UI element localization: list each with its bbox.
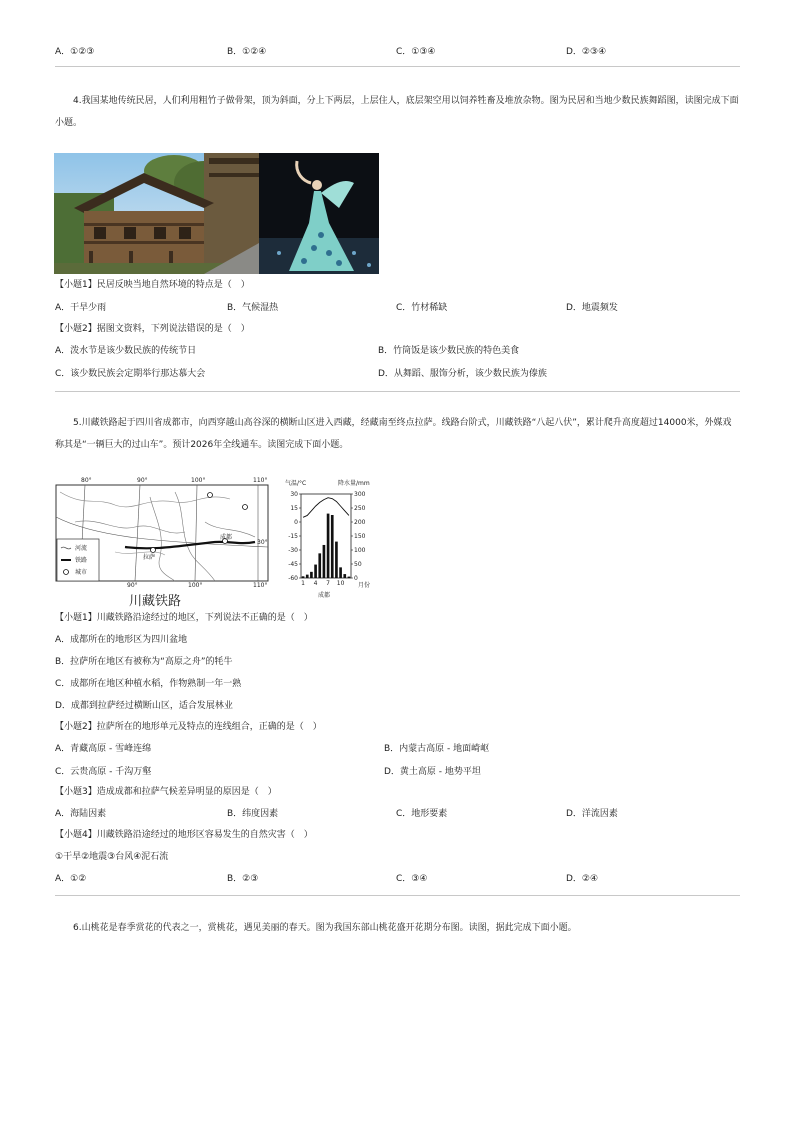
q5-sub1-option-a: A．成都所在的地形区为四川盆地 — [55, 635, 188, 645]
map-caption: 川藏铁路 — [129, 594, 182, 609]
y1-tick-label: 0 — [294, 519, 298, 526]
q5-sub2-stem: 【小题2】拉萨所在的地形单元及特点的连线组合，正确的是（ ） — [55, 722, 322, 732]
q5-sub2-option-b: B．内蒙古高原 - 地面崎岖 — [384, 744, 490, 754]
divider — [55, 391, 740, 392]
q5-sub2-option-d: D．黄土高原 - 地势平坦 — [384, 767, 481, 777]
q5-sub1-option-b: B．拉萨所在地区有被称为“高原之舟”的牦牛 — [55, 657, 233, 667]
lat-label-30: 30° — [257, 539, 268, 546]
peacock-dance-photo — [259, 153, 379, 274]
precip-bar — [314, 565, 317, 578]
x-tick-label: 4 — [313, 580, 318, 587]
lon-label-80: 80° — [81, 477, 92, 484]
y1-tick-label: -30 — [288, 547, 298, 554]
precip-bar — [302, 576, 305, 578]
q4-sub1-option-b: B．气候湿热 — [227, 303, 279, 313]
stilt-house-photo — [54, 153, 259, 274]
q5-sub3-option-d: D．洋流因素 — [566, 809, 618, 819]
plot-frame — [301, 494, 351, 578]
q5-sub1-option-d: D．成都到拉萨经过横断山区，适合发展林业 — [55, 701, 233, 711]
q5-sub4-stem: 【小题4】川藏铁路沿途经过的地形区容易发生的自然灾害（ ） — [55, 830, 313, 840]
q5-sub4-option-d: D．②④ — [566, 874, 599, 884]
q5-sub3-stem: 【小题3】造成成都和拉萨气候差异明显的原因是（ ） — [55, 787, 277, 797]
q5-sub2-option-c: C．云贵高原 - 千沟万壑 — [55, 767, 152, 777]
lon-label-90: 90° — [137, 477, 148, 484]
precip-bar — [327, 514, 330, 578]
chengdu-climate-chart — [275, 478, 390, 606]
lon-label-90-bottom: 90° — [127, 582, 138, 589]
precip-bar — [343, 574, 346, 578]
y2-axis-label: 降水量/mm — [338, 480, 370, 487]
legend-railway-label: 铁路 — [75, 557, 88, 564]
lon-label-110: 110° — [253, 477, 268, 484]
y2-tick-label: 100 — [354, 547, 366, 554]
q3-option-a: A．①②③ — [55, 47, 95, 57]
q4-stem: 4.我国某地传统民居，人们利用粗竹子做骨架，顶为斜面，分上下两层，上层住人，底层架空用以饲养牲畜及堆放杂物。图为民居和当地少数民族舞蹈图，读图完成下面小题。 — [55, 96, 739, 128]
q4-sub2-option-d: D．从舞蹈、服饰分析，该少数民族为傣族 — [378, 369, 547, 379]
precip-bar — [335, 542, 338, 578]
q4-sub2-option-c: C．该少数民族会定期举行那达慕大会 — [55, 369, 206, 379]
y2-tick-label: 300 — [354, 491, 366, 498]
y2-tick-label: 50 — [354, 561, 362, 568]
x-tick-label: 10 — [336, 580, 345, 587]
y2-tick-label: 150 — [354, 533, 366, 540]
precip-bar — [348, 577, 351, 578]
q4-sub2-option-a: A．泼水节是该少数民族的传统节日 — [55, 346, 197, 356]
q4-sub2-option-b: B．竹筒饭是该少数民族的特色美食 — [378, 346, 520, 356]
precip-bar — [339, 567, 342, 578]
precip-bar — [318, 553, 321, 578]
q6-stem: 6.山桃花是春季赏花的代表之一，赏桃花，遇见美丽的春天。图为我国东部山桃花盛开花期分布图。读图，据此完成下面小题。 — [73, 923, 577, 933]
q3-option-b: B．①②④ — [227, 47, 267, 57]
y2-tick-label: 0 — [354, 575, 358, 582]
y1-tick-label: -60 — [288, 575, 298, 582]
x-tick-label: 7 — [326, 580, 330, 587]
y1-tick-label: -45 — [288, 561, 298, 568]
q3-option-d: D．②③④ — [566, 47, 607, 57]
legend-city-label: 城市 — [75, 569, 88, 576]
precip-bar — [331, 515, 334, 578]
q3-option-c: C．①③④ — [396, 47, 436, 57]
lon-label-100: 100° — [191, 477, 206, 484]
temperature-line — [303, 498, 349, 518]
lon-label-100-bottom: 100° — [188, 582, 203, 589]
sichuan-tibet-railway-map — [55, 477, 270, 607]
y1-tick-label: -15 — [288, 533, 298, 540]
q5-sub4-option-b: B．②③ — [227, 874, 259, 884]
chart-city-label: 成都 — [318, 592, 331, 599]
y2-tick-label: 250 — [354, 505, 366, 512]
q4-sub1-stem: 【小题1】民居反映当地自然环境的特点是（ ） — [55, 280, 250, 290]
x-axis-label: 月份 — [358, 582, 371, 589]
q5-sub4-option-a: A．①② — [55, 874, 87, 884]
y1-tick-label: 15 — [290, 505, 298, 512]
q4-sub1-option-d: D．地震频发 — [566, 303, 618, 313]
x-tick-label: 1 — [301, 580, 305, 587]
city-label-chengdu: 成都 — [220, 534, 233, 541]
legend-river-label: 河流 — [75, 545, 88, 552]
divider — [55, 66, 740, 67]
precip-bar — [306, 575, 309, 578]
q4-sub1-option-c: C．竹材稀缺 — [396, 303, 448, 313]
divider — [55, 895, 740, 896]
q4-sub1-option-a: A．干旱少雨 — [55, 303, 107, 313]
y2-tick-label: 200 — [354, 519, 366, 526]
q4-sub2-stem: 【小题2】据图文资料，下列说法错误的是（ ） — [55, 324, 250, 334]
q5-stem: 5.川藏铁路起于四川省成都市，向西穿越山高谷深的横断山区进入西藏，经藏南至终点拉萨。线路台阶式，川藏铁路“八起八伏”，累计爬升高度超过14000米，外媒戏称其是“一辆巨大的过山车”。预计2026年全线通车。读图完成下面小题。 — [55, 418, 732, 450]
lon-label-110-bottom: 110° — [253, 582, 268, 589]
q5-sub3-option-a: A．海陆因素 — [55, 809, 107, 819]
city-label-lhasa: 拉萨 — [143, 554, 156, 561]
q5-sub4-option-c: C．③④ — [396, 874, 428, 884]
q5-sub1-stem: 【小题1】川藏铁路沿途经过的地区，下列说法不正确的是（ ） — [55, 613, 313, 623]
y1-axis-label: 气温/°C — [285, 480, 307, 487]
precip-bar — [310, 572, 313, 578]
q5-sub3-option-b: B．纬度因素 — [227, 809, 279, 819]
y1-tick-label: 30 — [290, 491, 298, 498]
q5-sub1-option-c: C．成都所在地区种植水稻，作物熟制一年一熟 — [55, 679, 242, 689]
q5-sub3-option-c: C．地形要素 — [396, 809, 448, 819]
precip-bar — [323, 545, 326, 578]
q5-sub4-items: ①干旱②地震③台风④泥石流 — [55, 852, 169, 862]
q5-sub2-option-a: A．青藏高原 - 雪峰连绵 — [55, 744, 152, 754]
